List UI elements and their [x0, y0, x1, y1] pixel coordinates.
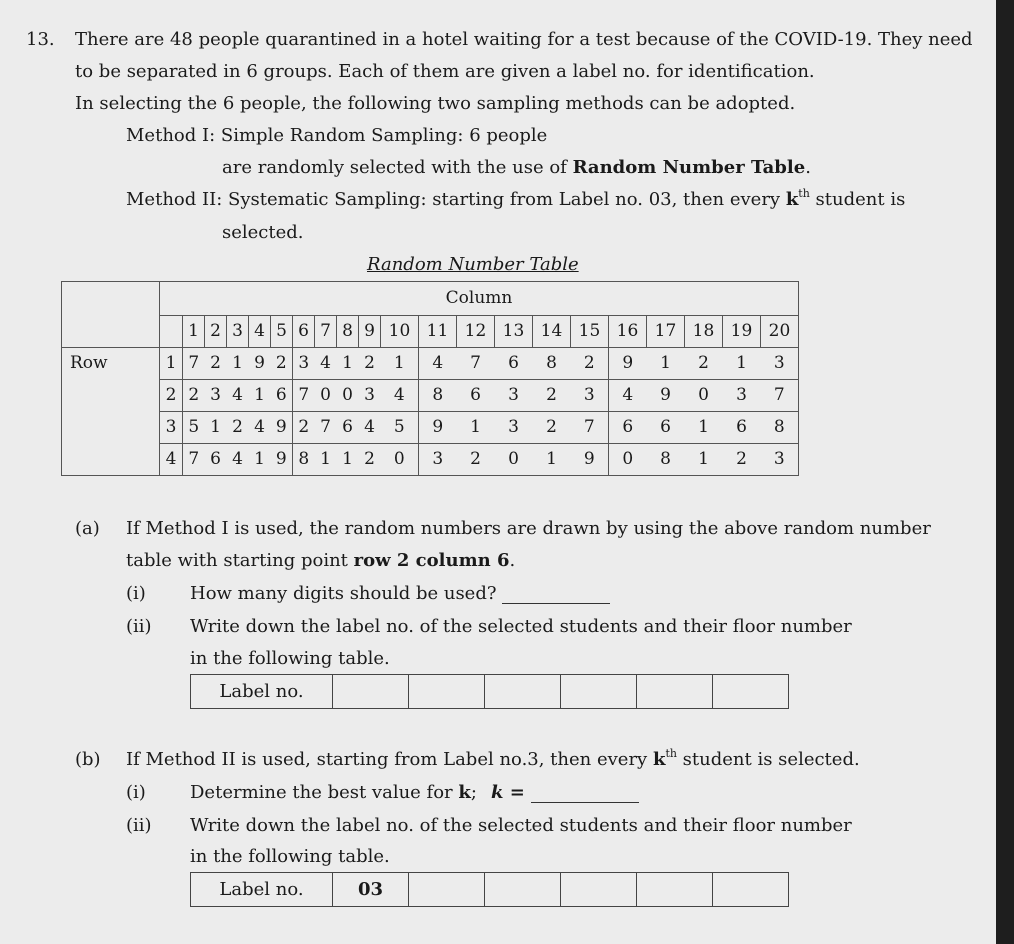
random-digit: 2 — [571, 348, 609, 380]
random-digit: 9 — [609, 348, 647, 380]
part-a-i-label: (i) — [126, 583, 146, 604]
random-digit: 9 — [249, 348, 271, 380]
random-digit: 3 — [359, 380, 381, 412]
random-digit: 3 — [571, 380, 609, 412]
column-number: 7 — [315, 316, 337, 348]
random-digit: 9 — [419, 412, 457, 444]
part-b-answer-table — [190, 872, 789, 907]
random-digit: 6 — [647, 412, 685, 444]
random-digit: 3 — [495, 412, 533, 444]
part-a-table-label: Label no. — [191, 675, 333, 709]
part-a-answer-cell[interactable] — [713, 675, 789, 709]
random-digit: 7 — [293, 380, 315, 412]
row-header-blank — [62, 412, 160, 444]
part-a-label: (a) — [75, 518, 100, 539]
random-digit: 2 — [533, 380, 571, 412]
random-digit: 4 — [227, 380, 249, 412]
part-b-label: (b) — [75, 749, 101, 770]
random-digit: 3 — [723, 380, 761, 412]
random-digit: 6 — [457, 380, 495, 412]
column-number: 12 — [457, 316, 495, 348]
random-digit: 3 — [205, 380, 227, 412]
part-b-ii-line-2: in the following table. — [190, 846, 390, 867]
column-number: 2 — [205, 316, 227, 348]
column-number-row — [62, 316, 799, 348]
row-header-blank — [62, 380, 160, 412]
random-digit: 6 — [723, 412, 761, 444]
part-b-line-1: If Method II is used, starting from Label no.3, then every $k^{th}$ student is selected. — [126, 747, 860, 770]
column-number: 20 — [761, 316, 799, 348]
random-digit: 9 — [571, 444, 609, 476]
random-digit: 7 — [761, 380, 799, 412]
random-digit: 6 — [495, 348, 533, 380]
random-digit: 4 — [359, 412, 381, 444]
random-digit: 1 — [457, 412, 495, 444]
random-digit: 2 — [533, 412, 571, 444]
column-number: 15 — [571, 316, 609, 348]
table-row — [62, 380, 799, 412]
part-b-answer-cell[interactable] — [713, 873, 789, 907]
column-number: 10 — [381, 316, 419, 348]
part-a-line-2: table with starting point row 2 column 6. — [126, 550, 516, 571]
random-digit: 8 — [293, 444, 315, 476]
part-b-i-text: Determine the best value for k; — [190, 782, 477, 803]
column-number: 13 — [495, 316, 533, 348]
row-number: 1 — [160, 348, 183, 380]
random-digit: 1 — [249, 444, 271, 476]
random-digit: 2 — [685, 348, 723, 380]
random-digit: 0 — [381, 444, 419, 476]
random-digit: 9 — [271, 444, 293, 476]
random-digit: 1 — [315, 444, 337, 476]
random-digit: 7 — [183, 348, 205, 380]
random-digit: 2 — [205, 348, 227, 380]
random-digit: 1 — [337, 348, 359, 380]
column-number: 4 — [249, 316, 271, 348]
method-1-line-2: are randomly selected with the use of Random Number Table. — [222, 157, 811, 178]
random-digit: 3 — [419, 444, 457, 476]
column-number: 6 — [293, 316, 315, 348]
random-digit: 9 — [647, 380, 685, 412]
column-number: 14 — [533, 316, 571, 348]
random-digit: 1 — [205, 412, 227, 444]
random-digit: 6 — [609, 412, 647, 444]
random-digit: 9 — [271, 412, 293, 444]
column-number: 5 — [271, 316, 293, 348]
column-number: 3 — [227, 316, 249, 348]
random-digit: 1 — [533, 444, 571, 476]
part-a-answer-cell[interactable] — [333, 675, 409, 709]
row-number: 2 — [160, 380, 183, 412]
random-digit: 2 — [359, 444, 381, 476]
method-2-line-2: selected. — [222, 222, 304, 243]
row-number: 4 — [160, 444, 183, 476]
random-digit: 6 — [271, 380, 293, 412]
right-edge-bar — [996, 0, 1014, 944]
column-number: 16 — [609, 316, 647, 348]
column-header: Column — [160, 282, 799, 316]
random-digit: 3 — [761, 348, 799, 380]
random-digit: 2 — [457, 444, 495, 476]
random-digit: 2 — [183, 380, 205, 412]
part-b-answer-cell[interactable] — [561, 873, 637, 907]
part-b-i-label: (i) — [126, 782, 146, 803]
column-number: 9 — [359, 316, 381, 348]
random-digit: 1 — [647, 348, 685, 380]
random-digit: 1 — [685, 444, 723, 476]
random-digit: 0 — [315, 380, 337, 412]
row-header: Row — [62, 348, 160, 380]
random-digit: 7 — [457, 348, 495, 380]
random-digit: 6 — [337, 412, 359, 444]
random-digit: 7 — [315, 412, 337, 444]
random-digit: 2 — [293, 412, 315, 444]
table-corner-cell — [62, 282, 160, 348]
random-digit: 0 — [337, 380, 359, 412]
random-digit: 8 — [647, 444, 685, 476]
part-a-answer-cell[interactable] — [485, 675, 561, 709]
random-digit: 8 — [419, 380, 457, 412]
column-number: 1 — [183, 316, 205, 348]
random-digit: 0 — [495, 444, 533, 476]
method-2-line-1: Method II: Systematic Sampling: starting from Label no. 03, then every $k^{th}$ student is — [126, 187, 906, 210]
part-a-line-1: If Method I is used, the random numbers are drawn by using the above random number — [126, 518, 931, 539]
random-digit: 3 — [761, 444, 799, 476]
rownum-header-blank — [160, 316, 183, 348]
column-number: 17 — [647, 316, 685, 348]
column-number: 8 — [337, 316, 359, 348]
random-number-table — [61, 281, 799, 476]
random-digit: 3 — [293, 348, 315, 380]
random-digit: 7 — [571, 412, 609, 444]
random-digit: 6 — [205, 444, 227, 476]
part-a-ii-line-2: in the following table. — [190, 648, 390, 669]
random-digit: 1 — [249, 380, 271, 412]
column-number: 19 — [723, 316, 761, 348]
part-a-answer-table — [190, 674, 789, 709]
random-digit: 3 — [495, 380, 533, 412]
part-a-ii-label: (ii) — [126, 616, 152, 637]
table-title: Random Number Table — [367, 254, 579, 275]
random-digit: 4 — [227, 444, 249, 476]
part-a-i-answer-blank[interactable] — [502, 585, 610, 604]
part-a-answer-cell[interactable] — [637, 675, 713, 709]
part-a-answer-cell[interactable] — [561, 675, 637, 709]
random-digit: 0 — [685, 380, 723, 412]
random-digit: 4 — [315, 348, 337, 380]
random-digit: 7 — [183, 444, 205, 476]
row-number: 3 — [160, 412, 183, 444]
random-digit: 0 — [609, 444, 647, 476]
part-b-ii-line-1: Write down the label no. of the selected students and their floor number — [190, 815, 852, 836]
column-number: 11 — [419, 316, 457, 348]
part-a-answer-cell[interactable] — [409, 675, 485, 709]
part-a-ii-line-1: Write down the label no. of the selected students and their floor number — [190, 616, 852, 637]
part-b-answer-cell[interactable] — [637, 873, 713, 907]
random-digit: 2 — [227, 412, 249, 444]
random-digit: 1 — [723, 348, 761, 380]
part-b-table-label: Label no. — [191, 873, 333, 907]
column-number: 18 — [685, 316, 723, 348]
random-digit: 8 — [533, 348, 571, 380]
question-number: 13. — [26, 29, 55, 50]
part-b-answer-cell[interactable] — [409, 873, 485, 907]
part-a-i-text: How many digits should be used? — [190, 585, 610, 604]
method-1-line-1: Method I: Simple Random Sampling: 6 people — [126, 125, 548, 146]
part-b-k-equals: k = — [491, 784, 639, 803]
part-b-i-answer-blank[interactable] — [531, 784, 639, 803]
random-digit: 1 — [337, 444, 359, 476]
random-digit: 5 — [381, 412, 419, 444]
random-digit: 1 — [381, 348, 419, 380]
part-b-answer-cell[interactable] — [485, 873, 561, 907]
row-header-blank — [62, 444, 160, 476]
table-row — [62, 444, 799, 476]
question-line-3: In selecting the 6 people, the following two sampling methods can be adopted. — [75, 93, 796, 114]
table-row — [62, 412, 799, 444]
random-digit: 4 — [249, 412, 271, 444]
random-digit: 2 — [723, 444, 761, 476]
table-row — [62, 348, 799, 380]
part-b-answer-cell[interactable]: 03 — [333, 873, 409, 907]
random-digit: 8 — [761, 412, 799, 444]
random-digit: 5 — [183, 412, 205, 444]
random-digit: 1 — [227, 348, 249, 380]
question-line-2: to be separated in 6 groups. Each of them are given a label no. for identification. — [75, 61, 815, 82]
random-digit: 1 — [685, 412, 723, 444]
random-digit: 2 — [359, 348, 381, 380]
random-digit: 4 — [419, 348, 457, 380]
random-digit: 2 — [271, 348, 293, 380]
random-digit: 4 — [381, 380, 419, 412]
part-b-ii-label: (ii) — [126, 815, 152, 836]
random-digit: 4 — [609, 380, 647, 412]
question-line-1: There are 48 people quarantined in a hotel waiting for a test because of the COVID-19. They need — [75, 29, 973, 50]
